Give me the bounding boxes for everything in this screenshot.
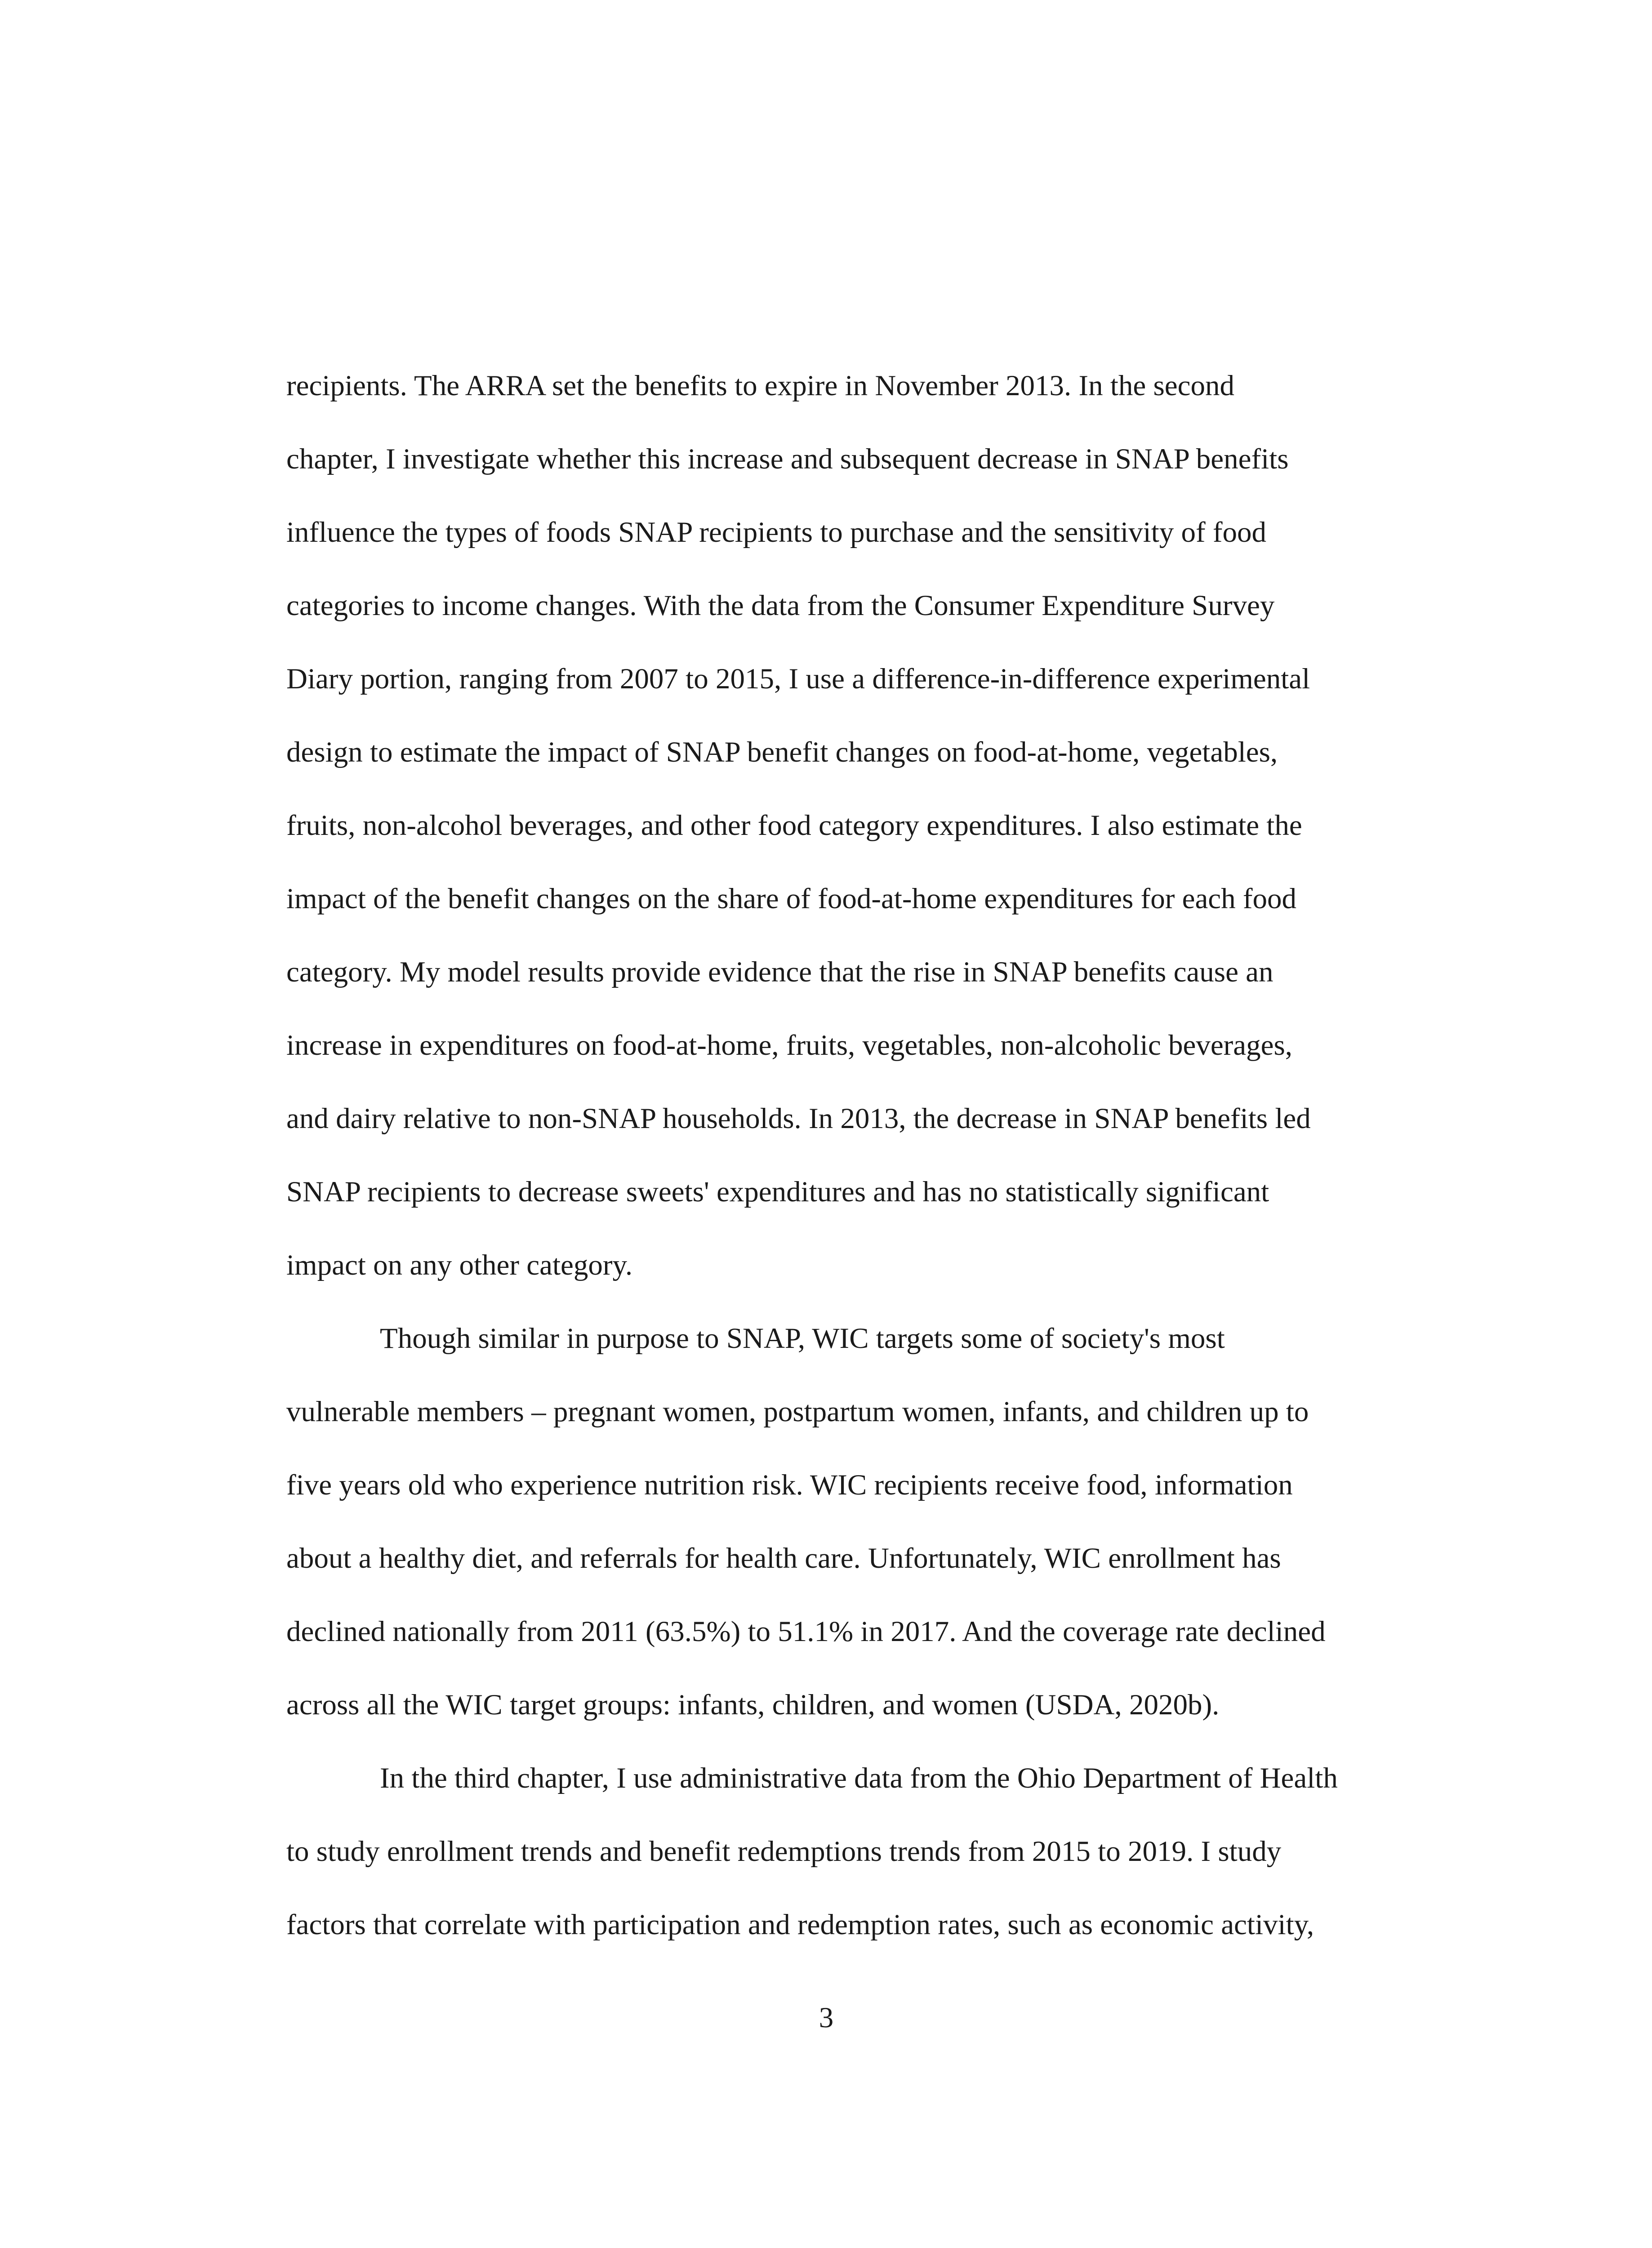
text-line: design to estimate the impact of SNAP benefit changes on food-at-home, vegetables, (286, 736, 1278, 768)
paragraph-snap-chapter (286, 362, 1428, 1315)
text-line: increase in expenditures on food-at-home, fruits, vegetables, non-alcoholic beverages, (286, 1029, 1293, 1062)
text-line: declined nationally from 2011 (63.5%) to 51.1% in 2017. And the coverage rate declined (286, 1615, 1326, 1648)
text-line: about a healthy diet, and referrals for health care. Unfortunately, WIC enrollment has (286, 1542, 1281, 1574)
text-line: SNAP recipients to decrease sweets' expenditures and has no statistically significant (286, 1176, 1269, 1208)
text-line: Diary portion, ranging from 2007 to 2015, I use a difference-in-difference experimental (286, 663, 1310, 695)
text-line: categories to income changes. With the data from the Consumer Expenditure Survey (286, 589, 1275, 622)
text-line: influence the types of foods SNAP recipients to purchase and the sensitivity of food (286, 516, 1267, 549)
text-line: recipients. The ARRA set the benefits to expire in November 2013. In the second (286, 370, 1235, 402)
paragraph-wic-overview (286, 1315, 1428, 1755)
text-line: chapter, I investigate whether this increase and subsequent decrease in SNAP benefits (286, 443, 1289, 475)
text-line: In the third chapter, I use administrative data from the Ohio Department of Health (380, 1762, 1338, 1794)
page-number: 3 (819, 2002, 834, 2034)
text-line: category. My model results provide evidence that the rise in SNAP benefits cause an (286, 956, 1274, 988)
text-line: factors that correlate with participation and redemption rates, such as economic activity, (286, 1909, 1314, 1941)
text-line: to study enrollment trends and benefit redemptions trends from 2015 to 2019. I study (286, 1835, 1282, 1868)
text-line: Though similar in purpose to SNAP, WIC targets some of society's most (380, 1322, 1225, 1355)
text-line: across all the WIC target groups: infants, children, and women (USDA, 2020b). (286, 1689, 1220, 1721)
text-line: fruits, non-alcohol beverages, and other food category expenditures. I also estimate the (286, 809, 1302, 842)
text-line: vulnerable members – pregnant women, postpartum women, infants, and children up to (286, 1396, 1309, 1428)
text-line: and dairy relative to non-SNAP households. In 2013, the decrease in SNAP benefits led (286, 1102, 1311, 1135)
text-line: impact on any other category. (286, 1249, 633, 1281)
body-text (286, 362, 1428, 1975)
paragraph-third-chapter (286, 1755, 1428, 1975)
text-line: impact of the benefit changes on the share of food-at-home expenditures for each food (286, 883, 1297, 915)
text-line: five years old who experience nutrition risk. WIC recipients receive food, information (286, 1469, 1293, 1501)
